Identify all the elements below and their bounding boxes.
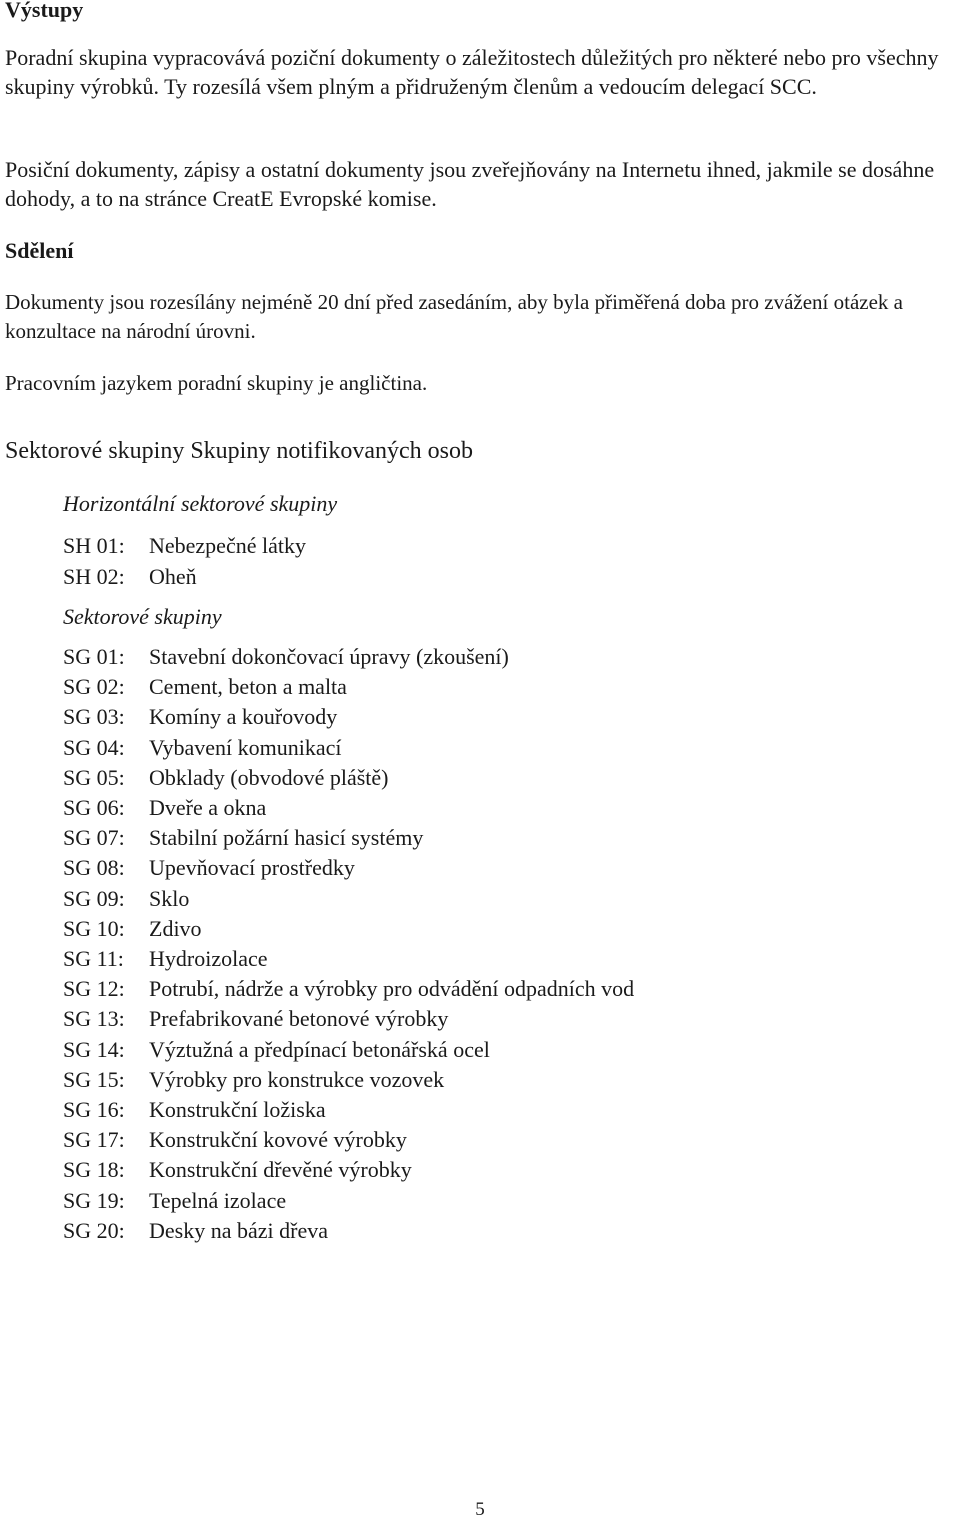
- group-name: Oheň: [149, 563, 197, 589]
- outputs-paragraph-1: Poradní skupina vypracovává poziční dokumenty o záležitostech důležitých pro některé nebo pro všechny skupiny výrobků. Ty rozesílá všem plným a přidruženým členům a vedoucím delegací SCC.: [5, 45, 939, 99]
- group-code: SG 06:: [63, 795, 125, 821]
- group-code: SG 03:: [63, 704, 125, 730]
- group-name: Potrubí, nádrže a výrobky pro odvádění odpadních vod: [149, 976, 635, 1002]
- list-item: [63, 1125, 634, 1155]
- group-code: SG 01:: [63, 644, 125, 669]
- group-code: SG 15:: [63, 1066, 125, 1092]
- list-item: [63, 974, 634, 1004]
- group-name: Konstrukční kovové výrobky: [149, 1127, 407, 1153]
- list-item: [63, 823, 634, 853]
- list-item: [63, 562, 306, 593]
- communication-paragraph-1: Dokumenty jsou rozesílány nejméně 20 dní před zasedáním, aby byla přiměřená doba pro zvážení otázek a konzultace na národní úrovni.: [5, 290, 904, 343]
- list-item: [63, 793, 634, 823]
- group-code: SG 11:: [63, 946, 124, 972]
- group-code: SG 20:: [63, 1217, 125, 1243]
- group-code: SG 07:: [63, 825, 125, 851]
- list-item: [63, 733, 634, 763]
- section-heading-sector-groups: Sektorové skupiny Skupiny notifikovaných osob: [5, 438, 473, 464]
- communication-paragraph-2: Pracovním jazykem poradní skupiny je angličtina.: [5, 371, 428, 395]
- group-name: Konstrukční ložiska: [149, 1097, 326, 1123]
- list-item: [63, 531, 306, 562]
- group-code: SG 02:: [63, 674, 125, 700]
- sector-groups-list: [63, 642, 634, 1246]
- list-item: [63, 1095, 634, 1125]
- outputs-paragraph-2: Posiční dokumenty, zápisy a ostatní dokumenty jsou zveřejňovány na Internetu ihned, jakmile se dosáhne dohody, a to na stránce CreatE Evropské komise.: [5, 157, 935, 211]
- group-code: SH 02:: [63, 563, 125, 589]
- section-heading-communication: Sdělení: [5, 238, 74, 263]
- list-item: [63, 1035, 634, 1065]
- group-name: Komíny a kouřovody: [149, 704, 338, 730]
- group-code: SG 18:: [63, 1157, 125, 1183]
- group-code: SG 09:: [63, 885, 125, 911]
- list-item: [63, 702, 634, 732]
- group-name: Cement, beton a malta: [149, 674, 347, 700]
- group-name: Prefabrikované betonové výrobky: [149, 1006, 449, 1032]
- group-code: SG 16:: [63, 1097, 125, 1123]
- group-name: Sklo: [149, 885, 190, 911]
- group-name: Konstrukční dřevěné výrobky: [149, 1157, 412, 1183]
- list-item: [63, 944, 634, 974]
- list-item: [63, 1155, 634, 1185]
- group-name: Upevňovací prostředky: [149, 855, 355, 881]
- sector-groups-title: Sektorové skupiny: [63, 604, 222, 629]
- group-code: SG 05:: [63, 764, 125, 790]
- page-number: 5: [475, 1499, 485, 1520]
- group-name: Hydroizolace: [149, 946, 268, 972]
- list-item: [63, 1065, 634, 1095]
- group-code: SG 14:: [63, 1036, 125, 1062]
- group-code: SG 04:: [63, 734, 125, 760]
- horizontal-groups-list: [63, 531, 306, 592]
- group-name: Dveře a okna: [149, 795, 267, 821]
- list-item: [63, 1186, 634, 1216]
- horizontal-groups-title: Horizontální sektorové skupiny: [63, 491, 338, 516]
- list-item: [63, 642, 634, 672]
- list-item: [63, 672, 634, 702]
- group-code: SG 13:: [63, 1006, 125, 1032]
- group-code: SG 19:: [63, 1187, 125, 1213]
- list-item: [63, 853, 634, 883]
- group-name: Obklady (obvodové pláště): [149, 764, 389, 790]
- group-name: Vybavení komunikací: [149, 734, 342, 760]
- section-heading-outputs: Výstupy: [5, 0, 84, 22]
- list-item: [63, 763, 634, 793]
- group-code: SG 10:: [63, 915, 125, 941]
- list-item: [63, 914, 634, 944]
- group-name: Tepelná izolace: [149, 1187, 287, 1213]
- group-name: Zdivo: [149, 915, 202, 941]
- list-item: [63, 884, 634, 914]
- list-item: [63, 1216, 634, 1246]
- group-code: SH 01:: [63, 533, 125, 558]
- group-name: Nebezpečné látky: [149, 533, 306, 558]
- group-code: SG 12:: [63, 976, 125, 1002]
- group-name: Výrobky pro konstrukce vozovek: [149, 1066, 445, 1092]
- group-name: Stabilní požární hasicí systémy: [149, 825, 424, 851]
- group-name: Stavební dokončovací úpravy (zkoušení): [149, 644, 509, 669]
- list-item: [63, 1004, 634, 1034]
- group-code: SG 17:: [63, 1127, 125, 1153]
- group-name: Výztužná a předpínací betonářská ocel: [149, 1036, 490, 1062]
- group-name: Desky na bázi dřeva: [149, 1217, 328, 1243]
- group-code: SG 08:: [63, 855, 125, 881]
